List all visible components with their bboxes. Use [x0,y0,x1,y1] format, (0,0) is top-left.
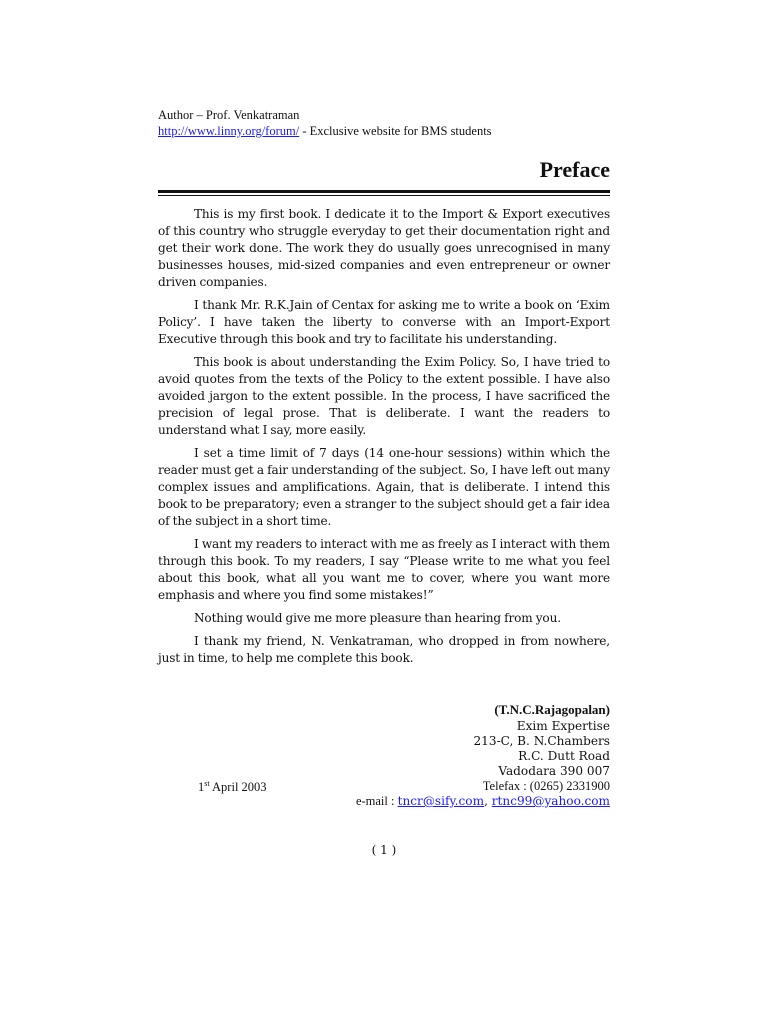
header [158,107,492,139]
email-link-2[interactable]: rtnc99@yahoo.com [491,794,610,808]
paragraph: I set a time limit of 7 days (14 one-hour sessions) within which the reader must get a fair understanding of the subject. So, I have left out many complex issues and amplifications. Again, that is deliberate. I intend this book to be preparatory; even a stranger to the subject should get a fair idea of the subject in a short time. [158,446,610,528]
website-line [158,123,492,139]
email-line [356,794,610,809]
page-number: ( 1 ) [371,843,397,857]
email-label: e-mail : [355,794,398,808]
date-day: 1 [198,780,205,794]
paragraph: I thank my friend, N. Venkatraman, who dropped in from nowhere, just in time, to help me complete this book. [158,634,610,665]
page-title: Preface [539,157,610,182]
preface-body [158,206,610,673]
email-link-1[interactable]: tncr@sify.com [397,794,485,808]
author-name: (T.N.C.Rajagopalan) [494,702,610,717]
address-line-2: R.C. Dutt Road [518,749,610,763]
paragraph: This is my first book. I dedicate it to the Import & Export executives of this country who struggle everyday to get their documentation right and get their work done. The work they do usually goes unrecognised in many businesses houses, mid-sized companies and even entrepreneur or owner driven companies. [158,207,610,289]
date-rest: April 2003 [209,780,267,794]
paragraph: I thank Mr. R.K.Jain of Centax for asking me to write a book on ‘Exim Policy’. I have taken the liberty to converse with an Import-Export Executive through this book and try to facilitate his understanding. [158,298,610,346]
signature-block [356,702,610,809]
address-line-1: 213-C, B. N.Chambers [473,734,610,748]
paragraph: Nothing would give me more pleasure than hearing from you. [194,611,561,625]
author-line: Author – Prof. Venkatraman [158,108,300,122]
company-name: Exim Expertise [516,719,610,733]
telefax-line: Telefax : (0265) 2331900 [482,779,610,793]
paragraph: This book is about understanding the Exim Policy. So, I have tried to avoid quotes from the texts of the Policy to the extent possible. I have also avoided jargon to the extent possible. In the process, I have sacrificed the precision of legal prose. That is deliberate. I want the readers to understand what I say, more easily. [158,355,610,437]
date-line [198,780,267,795]
date-suffix: st [204,778,210,788]
paragraph: I want my readers to interact with me as freely as I interact with them through this book. To my readers, I say “Please write to me what you feel about this book, what all you want me to cover, where you want more emphasis and where you find some mistakes!” [158,537,610,602]
forum-link[interactable]: http://www.linny.org/forum/ [158,124,300,138]
title-rule-thick [158,190,610,193]
title-rule-thin [158,195,610,196]
city-line: Vadodara 390 007 [498,764,610,778]
email-separator: , [484,794,492,808]
website-description: - Exclusive website for BMS students [299,124,492,138]
